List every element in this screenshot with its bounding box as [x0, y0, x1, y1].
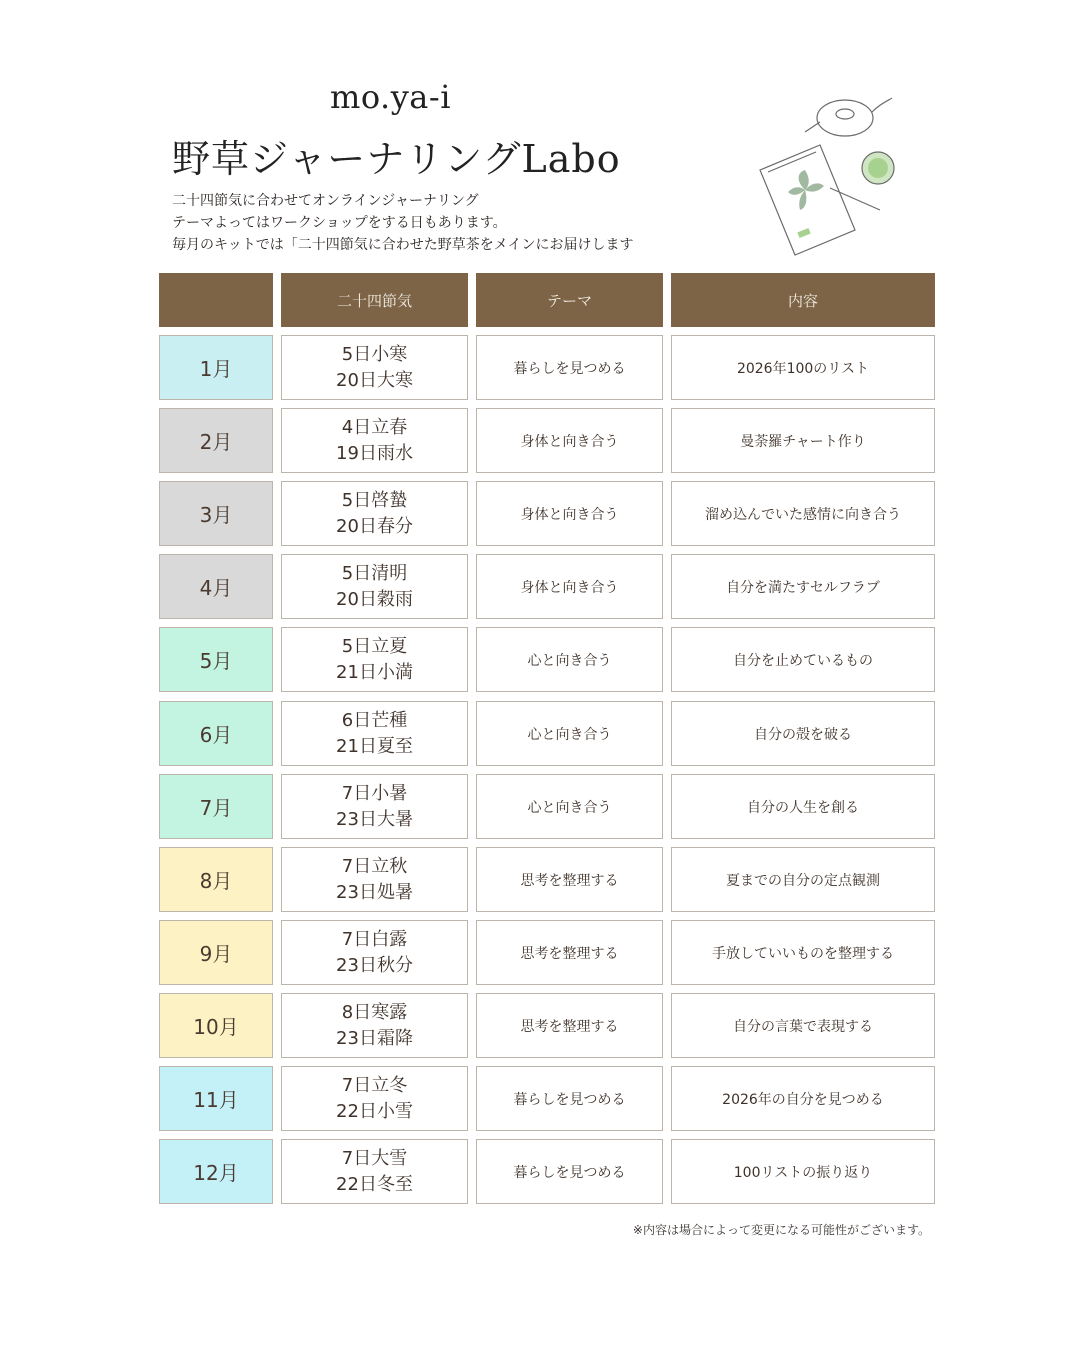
sekki-cell	[281, 554, 468, 619]
month-cell: 1月	[159, 335, 273, 400]
sekki-second: 22日冬至	[336, 1173, 413, 1195]
month-cell: 11月	[159, 1066, 273, 1131]
theme-cell: 思考を整理する	[476, 847, 663, 912]
sekki-cell	[281, 701, 468, 766]
sekki-first: 5日小寒	[341, 343, 408, 365]
theme-cell: 身体と向き合う	[476, 554, 663, 619]
sekki-cell	[281, 408, 468, 473]
theme-cell: 思考を整理する	[476, 993, 663, 1058]
sekki-cell	[281, 335, 468, 400]
content-cell: 曼荼羅チャート作り	[671, 408, 935, 473]
brand-name: mo.ya-i	[330, 78, 451, 116]
theme-cell: 心と向き合う	[476, 627, 663, 692]
sekki-second: 20日春分	[336, 515, 413, 537]
intro-line: 毎月のキットでは「二十四節気に合わせた野草茶をメインにお届けします	[172, 237, 634, 253]
sekki-second: 21日夏至	[336, 735, 413, 757]
month-cell: 7月	[159, 774, 273, 839]
content-cell: 夏までの自分の定点観測	[671, 847, 935, 912]
sekki-first: 5日清明	[341, 562, 408, 584]
sekki-cell	[281, 920, 468, 985]
sekki-first: 7日立冬	[341, 1074, 408, 1096]
sekki-cell	[281, 774, 468, 839]
sekki-cell	[281, 1139, 468, 1204]
month-cell: 10月	[159, 993, 273, 1058]
month-cell: 3月	[159, 481, 273, 546]
sekki-second: 22日小雪	[336, 1100, 413, 1122]
content-cell: 自分の言葉で表現する	[671, 993, 935, 1058]
sekki-second: 21日小満	[336, 661, 413, 683]
sekki-first: 5日啓蟄	[341, 489, 408, 511]
theme-cell: 身体と向き合う	[476, 481, 663, 546]
theme-cell: 暮らしを見つめる	[476, 1066, 663, 1131]
month-cell: 5月	[159, 627, 273, 692]
sekki-first: 7日小暑	[341, 782, 408, 804]
sekki-cell	[281, 1066, 468, 1131]
sekki-second: 20日穀雨	[336, 588, 413, 610]
content-cell: 手放していいものを整理する	[671, 920, 935, 985]
content-cell: 2026年の自分を見つめる	[671, 1066, 935, 1131]
sekki-first: 4日立春	[341, 416, 408, 438]
intro-line: 二十四節気に合わせてオンラインジャーナリング	[172, 193, 479, 209]
sekki-second: 20日大寒	[336, 369, 413, 391]
month-cell: 8月	[159, 847, 273, 912]
sekki-first: 6日芒種	[341, 709, 408, 731]
header-cell-sekki: 二十四節気	[281, 273, 468, 327]
sekki-cell	[281, 481, 468, 546]
sekki-second: 23日霜降	[336, 1027, 413, 1049]
sekki-second: 23日処暑	[336, 881, 413, 903]
sekki-first: 7日大雪	[341, 1147, 408, 1169]
content-cell: 100リストの振り返り	[671, 1139, 935, 1204]
intro-text	[172, 190, 633, 256]
header-cell-theme: テーマ	[476, 273, 663, 327]
sekki-first: 8日寒露	[341, 1001, 408, 1023]
sekki-cell	[281, 627, 468, 692]
sekki-cell	[281, 847, 468, 912]
content-cell: 溜め込んでいた感情に向き合う	[671, 481, 935, 546]
content-cell: 自分を満たすセルフラブ	[671, 554, 935, 619]
sekki-second: 23日大暑	[336, 808, 413, 830]
theme-cell: 身体と向き合う	[476, 408, 663, 473]
tea-illustration	[750, 90, 910, 260]
theme-cell: 暮らしを見つめる	[476, 335, 663, 400]
sekki-first: 5日立夏	[341, 635, 408, 657]
header-cell-month	[159, 273, 273, 327]
month-cell: 9月	[159, 920, 273, 985]
month-cell: 12月	[159, 1139, 273, 1204]
content-cell: 自分の人生を創る	[671, 774, 935, 839]
page-title: 野草ジャーナリングLabo	[172, 137, 621, 181]
month-cell: 2月	[159, 408, 273, 473]
content-cell: 2026年100のリスト	[671, 335, 935, 400]
sekki-second: 23日秋分	[336, 954, 413, 976]
content-cell: 自分を止めているもの	[671, 627, 935, 692]
sekki-cell	[281, 993, 468, 1058]
month-cell: 4月	[159, 554, 273, 619]
sekki-first: 7日白露	[341, 928, 408, 950]
theme-cell: 心と向き合う	[476, 774, 663, 839]
theme-cell: 思考を整理する	[476, 920, 663, 985]
theme-cell: 暮らしを見つめる	[476, 1139, 663, 1204]
theme-cell: 心と向き合う	[476, 701, 663, 766]
sekki-second: 19日雨水	[336, 442, 413, 464]
footnote: ※内容は場合によって変更になる可能性がございます。	[632, 1223, 930, 1237]
month-cell: 6月	[159, 701, 273, 766]
sekki-first: 7日立秋	[341, 855, 408, 877]
header-cell-content: 内容	[671, 273, 935, 327]
intro-line: テーマよってはワークショップをする日もあります。	[172, 215, 507, 231]
content-cell: 自分の殻を破る	[671, 701, 935, 766]
